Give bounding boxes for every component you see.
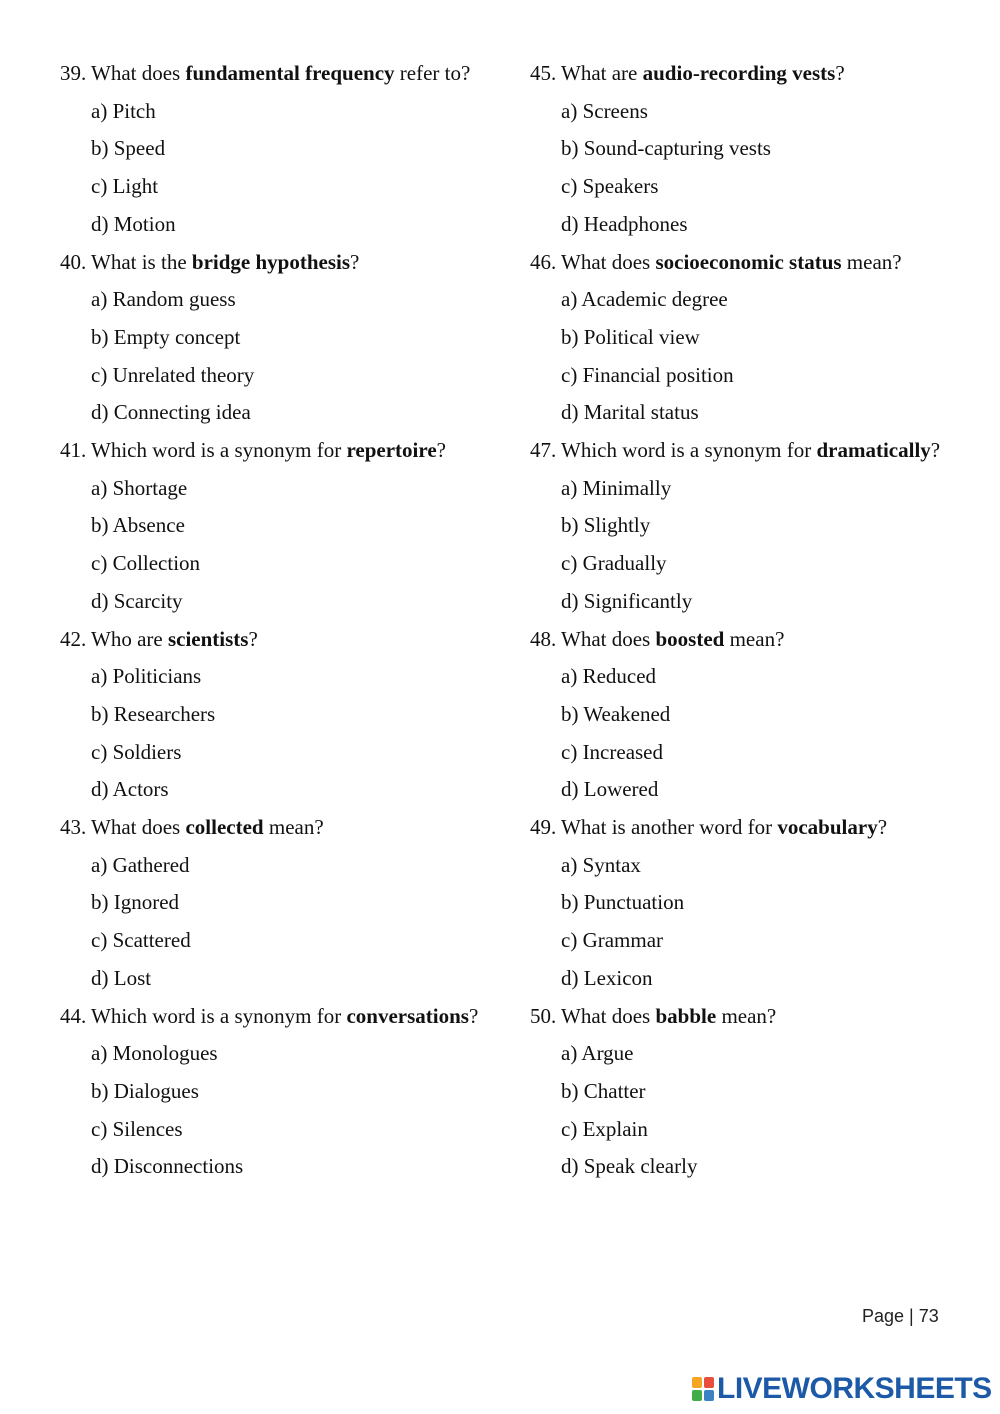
question-text (561, 244, 970, 282)
question-keyword: babble (655, 1003, 717, 1028)
answer-option: c) Speakers (561, 174, 659, 199)
answer-option: d) Headphones (561, 211, 688, 236)
answer-option: c) Scattered (91, 928, 191, 953)
question-text-post: mean? (724, 626, 785, 651)
logo-text: LIVEWORKSHEETS (717, 1372, 992, 1405)
question (60, 432, 500, 470)
answer-option: a) Syntax (561, 852, 641, 877)
question (530, 621, 970, 659)
question (530, 244, 970, 282)
liveworksheets-logo[interactable] (692, 1372, 992, 1406)
answer-option: c) Gradually (561, 551, 667, 576)
question-text (561, 809, 970, 847)
question-text-pre: Which word is a synonym for (91, 1003, 347, 1028)
question-text-post: ? (468, 1003, 479, 1028)
question-text-post: ? (930, 438, 941, 463)
question-text (91, 809, 500, 847)
question-text (91, 432, 500, 470)
answer-option: a) Politicians (91, 664, 202, 689)
answer-option: b) Chatter (561, 1078, 646, 1103)
answer-option: c) Financial position (561, 362, 734, 387)
question-text-pre: What is another word for (561, 815, 778, 840)
question-number: 43. (60, 815, 87, 840)
question-text (91, 998, 500, 1036)
answer-option: d) Connecting idea (91, 400, 251, 425)
question-keyword: socioeconomic status (655, 249, 842, 274)
question-text-pre: Which word is a synonym for (91, 438, 347, 463)
answer-option: b) Speed (91, 136, 166, 161)
question-column-right (530, 55, 970, 1186)
answer-option: b) Sound-capturing vests (561, 136, 771, 161)
question-column-left (60, 55, 500, 1186)
question-text-pre: What does (91, 815, 186, 840)
question-keyword: scientists (167, 626, 249, 651)
question-text (561, 621, 970, 659)
answer-option: b) Weakened (561, 701, 671, 726)
question-text-pre: Who are (91, 626, 168, 651)
answer-option: a) Monologues (91, 1041, 218, 1066)
answer-option: a) Gathered (91, 852, 190, 877)
answer-option: c) Light (91, 174, 159, 199)
question-text-post: ? (436, 438, 446, 463)
answer-option: d) Actors (91, 777, 169, 802)
answer-option: c) Unrelated theory (91, 362, 255, 387)
question-text (561, 432, 970, 470)
question-number: 47. (530, 438, 557, 463)
answer-option: a) Reduced (561, 664, 657, 689)
question-keyword: collected (185, 815, 264, 840)
question-number: 46. (530, 249, 557, 274)
logo-blocks-icon (692, 1377, 714, 1401)
answer-option: b) Researchers (91, 701, 216, 726)
question-number: 48. (530, 626, 557, 651)
question-text (91, 244, 500, 282)
answer-option: c) Grammar (561, 928, 664, 953)
answer-option: d) Lost (91, 965, 152, 990)
logo-block (692, 1377, 702, 1388)
question-keyword: conversations (346, 1003, 469, 1028)
answer-option: c) Soldiers (91, 739, 182, 764)
question-number: 49. (530, 815, 557, 840)
question-text-post: ? (350, 249, 360, 274)
question (60, 809, 500, 847)
question-keyword: repertoire (346, 438, 437, 463)
question-text-pre: What are (561, 61, 643, 85)
answer-option: a) Minimally (561, 475, 672, 500)
answer-option: d) Motion (91, 211, 176, 236)
question-number: 39. (60, 61, 87, 85)
question-text-pre: What is the (91, 249, 192, 274)
answer-option: a) Random guess (91, 287, 236, 312)
question-keyword: dramatically (816, 438, 931, 463)
question-number: 45. (530, 61, 557, 85)
answer-option: b) Empty concept (91, 324, 241, 349)
question-keyword: fundamental frequency (185, 61, 395, 85)
question-text-post: mean? (716, 1003, 777, 1028)
question (60, 244, 500, 282)
question-keyword: audio-recording vests (642, 61, 836, 85)
question-number: 41. (60, 438, 87, 463)
answer-option: b) Political view (561, 324, 700, 349)
question (530, 998, 970, 1036)
question-text-pre: What does (561, 1003, 656, 1028)
question-text-post: ? (877, 815, 888, 840)
page-number: Page | 73 (862, 1306, 939, 1326)
question (60, 55, 500, 93)
question-number: 50. (530, 1003, 557, 1028)
answer-option: d) Disconnections (91, 1154, 244, 1179)
question-text-post: mean? (841, 249, 902, 274)
question-number: 42. (60, 626, 87, 651)
question-text-pre: What does (561, 626, 656, 651)
question-text (91, 621, 500, 659)
question-text-post: ? (248, 626, 258, 651)
logo-block (692, 1390, 702, 1401)
answer-option: c) Explain (561, 1116, 648, 1141)
question (530, 809, 970, 847)
question-text-pre: What does (561, 249, 656, 274)
answer-option: a) Screens (561, 98, 648, 123)
answer-option: d) Speak clearly (561, 1154, 698, 1179)
answer-option: b) Absence (91, 513, 185, 538)
answer-option: d) Significantly (561, 588, 693, 613)
question-text-post: ? (835, 61, 845, 85)
question-keyword: vocabulary (777, 815, 878, 840)
answer-option: c) Silences (91, 1116, 183, 1141)
question-text-pre: What does (91, 61, 186, 85)
answer-option: d) Marital status (561, 400, 699, 425)
answer-option: a) Academic degree (561, 287, 728, 312)
answer-option: b) Dialogues (91, 1078, 199, 1103)
answer-option: d) Lowered (561, 777, 659, 802)
answer-option: a) Argue (561, 1041, 634, 1066)
question (530, 55, 970, 93)
answer-option: d) Scarcity (91, 588, 183, 613)
question-number: 40. (60, 249, 87, 274)
question-number: 44. (60, 1003, 87, 1028)
question-text-pre: Which word is a synonym for (561, 438, 817, 463)
answer-option: a) Pitch (91, 98, 156, 123)
logo-block (704, 1390, 714, 1401)
question-text (91, 55, 500, 93)
question (60, 621, 500, 659)
answer-option: b) Ignored (91, 890, 180, 915)
logo-block (704, 1377, 714, 1388)
question (60, 998, 500, 1036)
answer-option: b) Punctuation (561, 890, 685, 915)
question-text (561, 998, 970, 1036)
question (530, 432, 970, 470)
question-text-post: mean? (263, 815, 324, 840)
question-keyword: bridge hypothesis (191, 249, 351, 274)
answer-option: d) Lexicon (561, 965, 653, 990)
question-text-post: refer to? (394, 61, 471, 85)
answer-option: a) Shortage (91, 475, 188, 500)
question-text (561, 55, 970, 93)
answer-option: c) Collection (91, 551, 201, 576)
answer-option: c) Increased (561, 739, 664, 764)
question-keyword: boosted (655, 626, 725, 651)
answer-option: b) Slightly (561, 513, 651, 538)
